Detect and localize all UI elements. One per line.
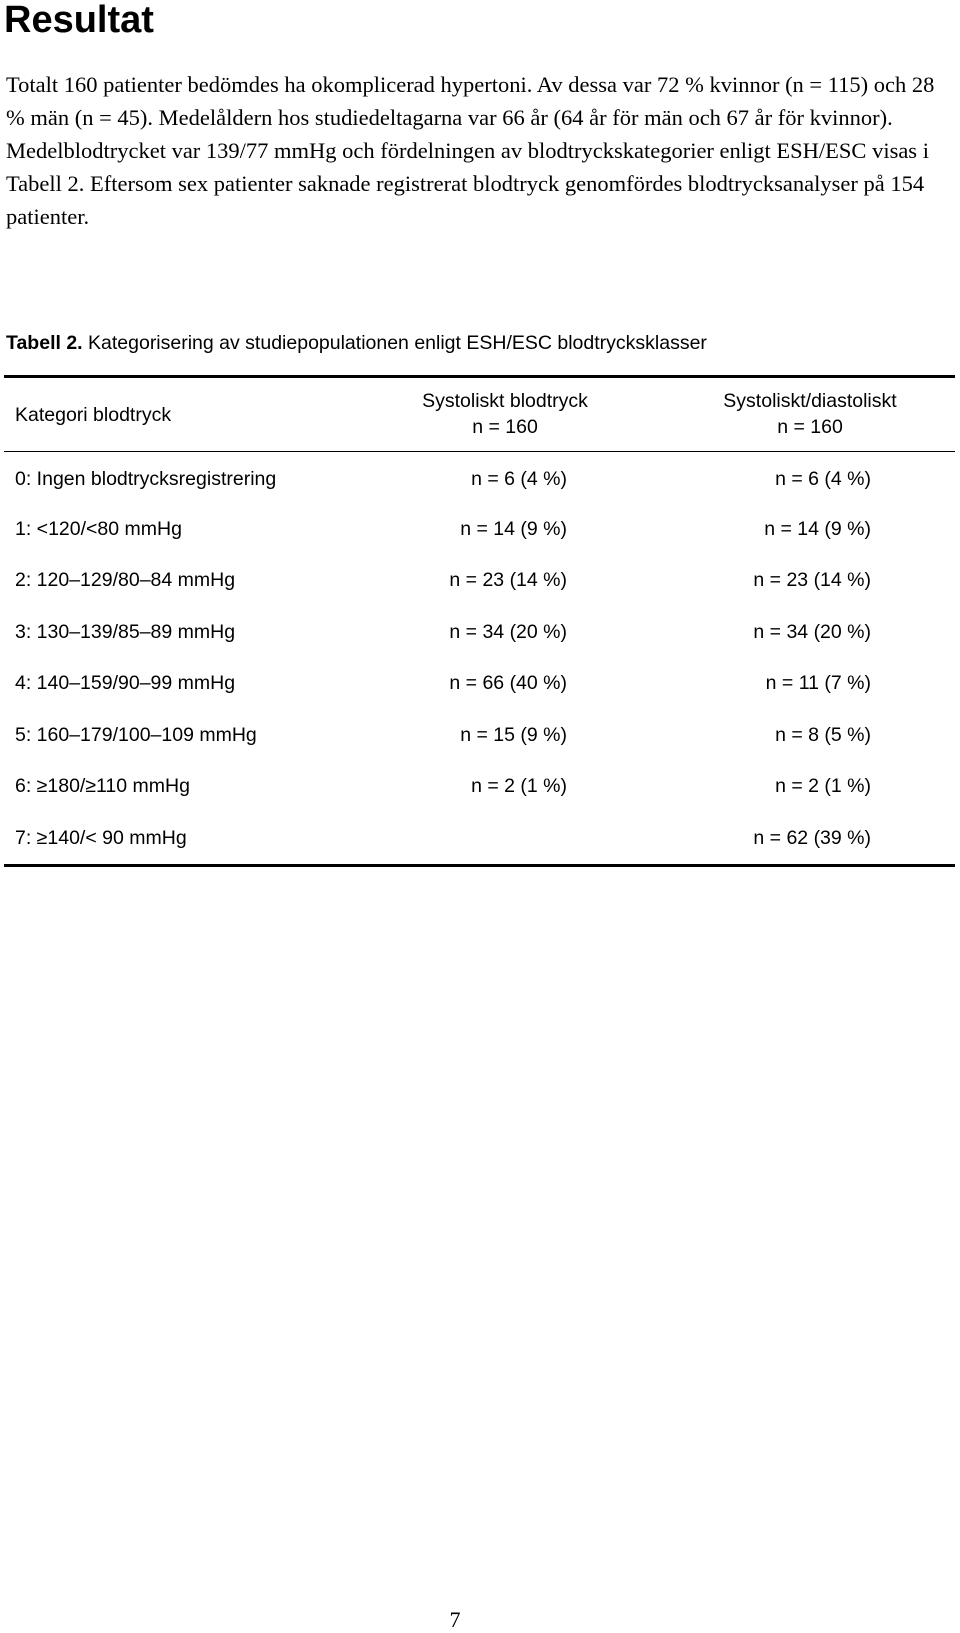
table-row bbox=[0, 516, 960, 542]
row-combined: n = 6 (4 %) bbox=[775, 468, 871, 490]
row-category: 1: <120/<80 mmHg bbox=[15, 518, 182, 540]
row-category: 3: 130–139/85–89 mmHg bbox=[15, 621, 236, 643]
header-combined-n: n = 160 bbox=[777, 416, 843, 438]
row-category: 6: ≥180/≥110 mmHg bbox=[15, 775, 190, 797]
table-row bbox=[0, 722, 960, 748]
row-combined: n = 14 (9 %) bbox=[764, 518, 871, 540]
row-combined: n = 8 (5 %) bbox=[775, 724, 871, 746]
table-header-rule bbox=[4, 451, 955, 452]
row-systolic: n = 2 (1 %) bbox=[471, 775, 567, 797]
header-systolic-n: n = 160 bbox=[472, 416, 538, 438]
row-category: 7: ≥140/< 90 mmHg bbox=[15, 827, 187, 849]
row-category: 4: 140–159/90–99 mmHg bbox=[15, 672, 236, 694]
row-systolic: n = 23 (14 %) bbox=[449, 569, 567, 591]
header-combined-label: Systoliskt/diastoliskt bbox=[723, 390, 897, 412]
table-caption bbox=[6, 330, 707, 356]
row-systolic: n = 34 (20 %) bbox=[449, 621, 567, 643]
row-combined: n = 2 (1 %) bbox=[775, 775, 871, 797]
header-combined bbox=[700, 388, 920, 440]
row-systolic: n = 14 (9 %) bbox=[460, 518, 567, 540]
table-row bbox=[0, 466, 960, 492]
header-systolic-label: Systoliskt blodtryck bbox=[422, 390, 588, 412]
table-bottom-rule bbox=[4, 864, 955, 867]
table-row bbox=[0, 567, 960, 593]
row-combined: n = 62 (39 %) bbox=[753, 827, 871, 849]
row-category: 0: Ingen blodtrycksregistrering bbox=[15, 468, 277, 490]
table-row bbox=[0, 773, 960, 799]
row-systolic: n = 6 (4 %) bbox=[471, 468, 567, 490]
table-caption-label: Tabell 2. bbox=[6, 332, 83, 354]
row-systolic: n = 15 (9 %) bbox=[460, 724, 567, 746]
table-caption-text: Kategorisering av studiepopulationen enligt ESH/ESC blodtrycksklasser bbox=[82, 332, 707, 354]
row-combined: n = 34 (20 %) bbox=[753, 621, 871, 643]
section-heading: Resultat bbox=[4, 0, 154, 41]
row-systolic: n = 66 (40 %) bbox=[449, 672, 567, 694]
table-row bbox=[0, 825, 960, 851]
row-category: 2: 120–129/80–84 mmHg bbox=[15, 569, 236, 591]
row-combined: n = 11 (7 %) bbox=[765, 672, 871, 694]
row-combined: n = 23 (14 %) bbox=[753, 569, 871, 591]
header-category: Kategori blodtryck bbox=[15, 404, 172, 426]
table-top-rule bbox=[4, 375, 955, 378]
page-number: 7 bbox=[449, 1607, 461, 1632]
intro-paragraph: Totalt 160 patienter bedömdes ha okomplicerad hypertoni. Av dessa var 72 % kvinnor (n = 115) och 28 % män (n = 45). Medelåldern hos studiedeltagarna var 66 år (64 år för män och 67 år för kvinnor). Medelblodtrycket var 139/77 mmHg och fördelningen av blodtryckskategorier enligt ESH/ESC visas i Tabell 2. Eftersom sex patienter saknade registrerat blodtryck genomfördes blodtrycksanalyser på 154 patienter. bbox=[6, 72, 935, 229]
row-category: 5: 160–179/100–109 mmHg bbox=[15, 724, 257, 746]
header-systolic bbox=[400, 388, 610, 440]
table-row bbox=[0, 619, 960, 645]
table-row bbox=[0, 670, 960, 696]
